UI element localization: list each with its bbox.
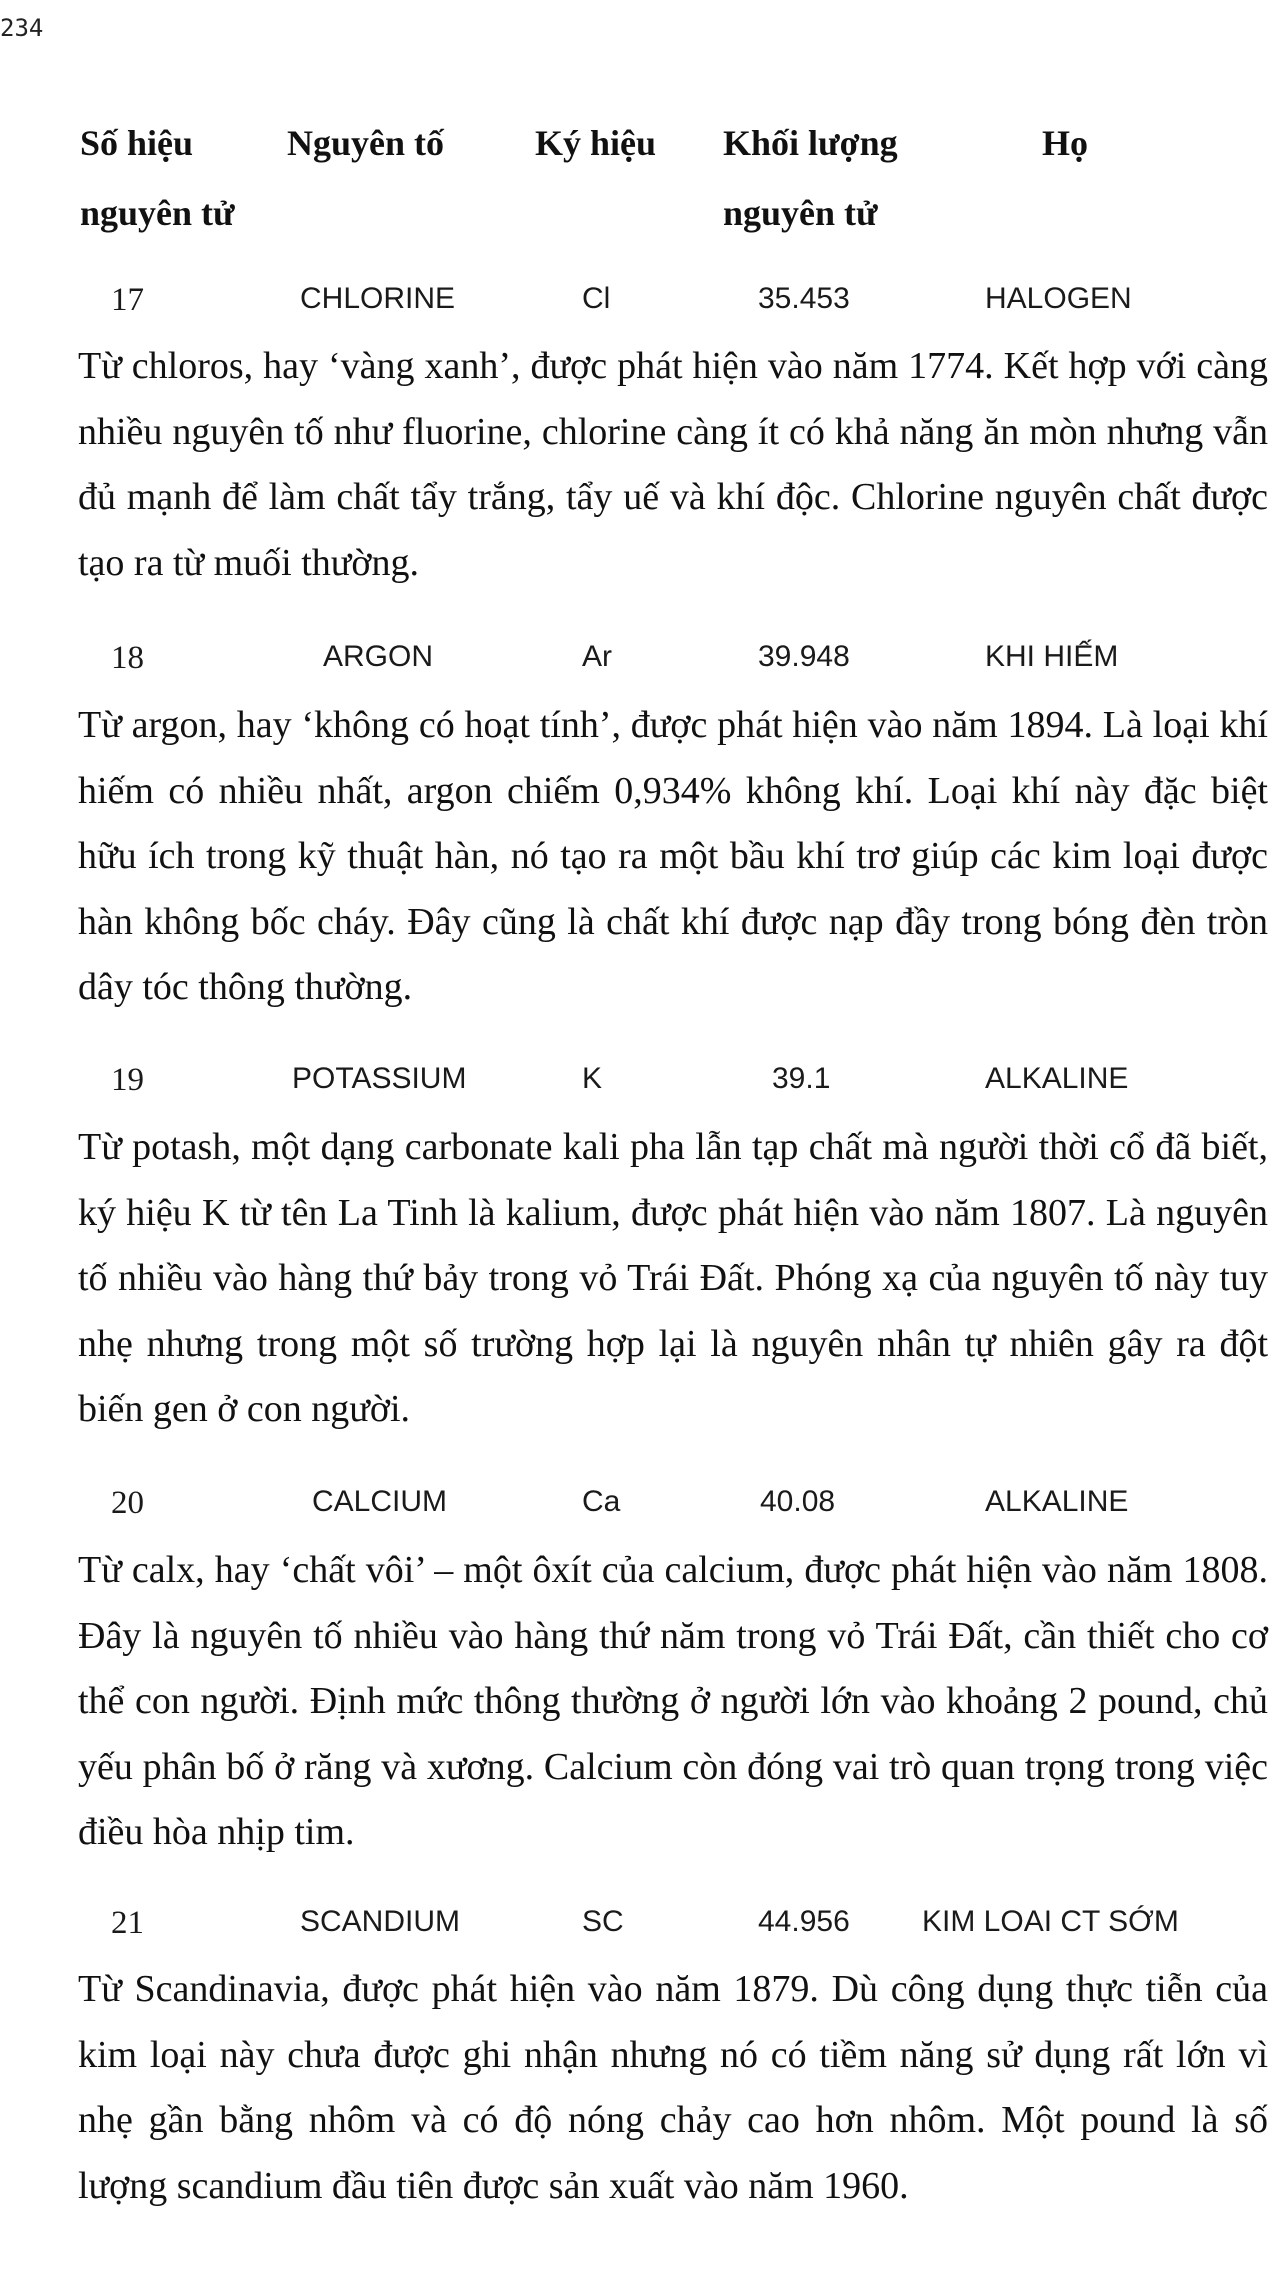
atomic-number: 19 [111,1062,144,1098]
atomic-mass: 35.453 [758,282,850,315]
header-atomic-mass [723,108,898,248]
element-name: CALCIUM [312,1485,448,1518]
element-family: ALKALINE [985,1485,1129,1518]
element-row [0,640,1280,680]
atomic-number: 20 [111,1485,144,1521]
table-header [0,0,1280,250]
element-name: CHLORINE [300,282,456,315]
atomic-mass: 40.08 [760,1485,836,1518]
element-symbol: SC [582,1905,624,1938]
atomic-mass: 39.1 [772,1062,831,1095]
element-description: Từ Scandinavia, được phát hiện vào năm 1879. Dù công dụng thực tiễn của kim loại này chưa được ghi nhận nhưng nó có tiềm năng sử dụng rất lớn vì nhẹ gần bằng nhôm và có độ nóng chảy cao hơn nhôm. Một pound là số lượng scandium đầu tiên được sản xuất vào năm 1960. [78,1968,1268,2207]
atomic-mass: 39.948 [758,640,850,673]
element-symbol: Ar [582,640,612,673]
element-family: KHI HIẾM [985,640,1119,673]
element-family: HALOGEN [985,282,1132,315]
element-name: POTASSIUM [292,1062,467,1095]
header-symbol: Ký hiệu [535,123,657,163]
page-number: 234 [0,14,44,42]
element-symbol: K [582,1062,603,1095]
header-atomic-mass-line1: Khối lượng [723,123,898,163]
element-description: Từ calx, hay ‘chất vôi’ – một ôxít của calcium, được phát hiện vào năm 1808. Đây là nguyên tố nhiều vào hàng thứ năm trong vỏ Trái Đất, cần thiết cho cơ thể con người. Định mức thông thường ở người lớn vào khoảng 2 pound, chủ yếu phân bố ở răng và xương. Calcium còn đóng vai trò quan trọng trong việc điều hòa nhịp tim. [78,1549,1268,1853]
header-atomic-number [80,108,235,248]
element-row [0,1485,1280,1525]
element-symbol: Ca [582,1485,621,1518]
atomic-number: 21 [111,1905,144,1941]
element-family: ALKALINE [985,1062,1129,1095]
header-atomic-number-line1: Số hiệu [80,123,194,163]
element-description: Từ chloros, hay ‘vàng xanh’, được phát hiện vào năm 1774. Kết hợp với càng nhiều nguyên tố như fluorine, chlorine càng ít có khả năng ăn mòn nhưng vẫn đủ mạnh để làm chất tẩy trắng, tẩy uế và khí độc. Chlorine nguyên chất được tạo ra từ muối thường. [78,345,1268,584]
atomic-number: 17 [111,282,144,318]
element-family: KIM LOAI CT SỚM [922,1905,1179,1938]
element-name: SCANDIUM [300,1905,461,1938]
atomic-mass: 44.956 [758,1905,850,1938]
header-atomic-mass-line2: nguyên tử [723,193,878,233]
element-description: Từ potash, một dạng carbonate kali pha lẫn tạp chất mà người thời cổ đã biết, ký hiệu K từ tên La Tinh là kalium, được phát hiện vào năm 1807. Là nguyên tố nhiều vào hàng thứ bảy trong vỏ Trái Đất. Phóng xạ của nguyên tố này tuy nhẹ nhưng trong một số trường hợp lại là nguyên nhân tự nhiên gây ra đột biến gen ở con người. [78,1126,1268,1430]
header-family: Họ [1042,123,1089,163]
header-atomic-number-line2: nguyên tử [80,193,235,233]
element-row [0,1062,1280,1102]
element-row [0,1905,1280,1945]
element-symbol: Cl [582,282,611,315]
atomic-number: 18 [111,640,144,676]
header-element: Nguyên tố [287,123,445,163]
element-description: Từ argon, hay ‘không có hoạt tính’, được phát hiện vào năm 1894. Là loại khí hiếm có nhiều nhất, argon chiếm 0,934% không khí. Loại khí này đặc biệt hữu ích trong kỹ thuật hàn, nó tạo ra một bầu khí trơ giúp các kim loại được hàn không bốc cháy. Đây cũng là chất khí được nạp đầy trong bóng đèn tròn dây tóc thông thường. [78,704,1268,1008]
element-row [0,282,1280,322]
element-name: ARGON [323,640,434,673]
